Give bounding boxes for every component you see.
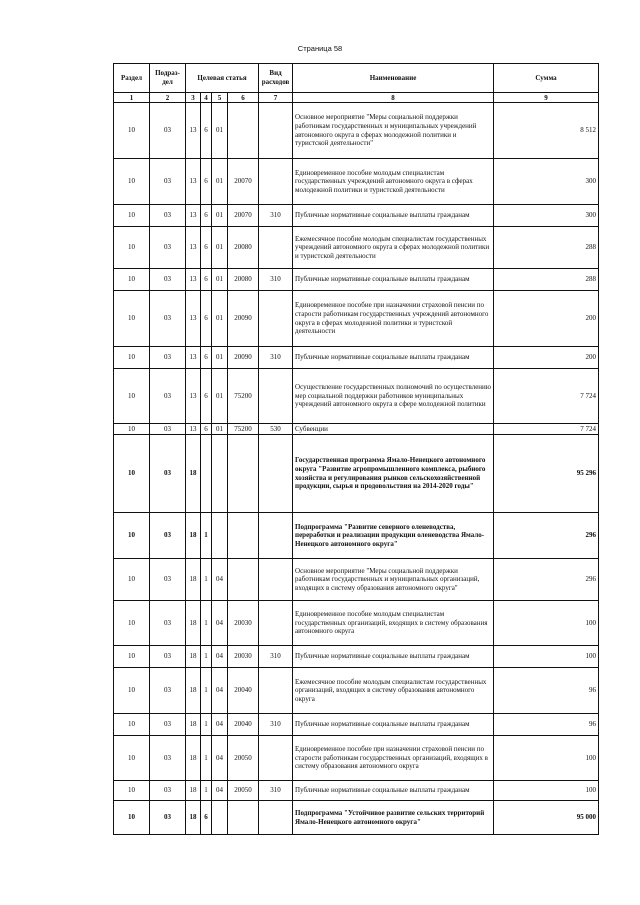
- cell-celevaya-2: 6: [201, 291, 212, 347]
- cell-celevaya-4: [228, 103, 259, 159]
- cell-naimenovanie: Ежемесячное пособие молодым специалистам государственных учреждений автономного округа в сферах молодежной политики и туристской деятельности: [293, 227, 494, 269]
- header-row: [114, 64, 599, 93]
- cell-summa: 96: [494, 714, 599, 736]
- cell-naimenovanie: Публичные нормативные социальные выплаты гражданам: [293, 269, 494, 291]
- cell-naimenovanie: Публичные нормативные социальные выплаты гражданам: [293, 205, 494, 227]
- cell-celevaya-4: 20030: [228, 646, 259, 668]
- cell-naimenovanie: Основное мероприятие "Меры социальной поддержки работникам государственных и муниципальных учреждений автономного округа в сферах молодежной политики и туристской деятельности": [293, 103, 494, 159]
- cell-podrazdel: 03: [150, 269, 186, 291]
- cell-summa: 8 512: [494, 103, 599, 159]
- table-row: [114, 646, 599, 668]
- cell-celevaya-3: 04: [212, 714, 228, 736]
- cell-podrazdel: 03: [150, 559, 186, 601]
- cell-vid-rashodov: [259, 559, 293, 601]
- cell-celevaya-1: 18: [186, 435, 201, 513]
- table-row: [114, 668, 599, 714]
- cell-summa: 95 296: [494, 435, 599, 513]
- cell-celevaya-4: 20080: [228, 269, 259, 291]
- cell-summa: 7 724: [494, 424, 599, 435]
- cell-celevaya-4: [228, 435, 259, 513]
- cell-podrazdel: 03: [150, 159, 186, 205]
- header-vid-rashodov: Вид расходов: [259, 64, 293, 93]
- cell-celevaya-3: 01: [212, 103, 228, 159]
- cell-vid-rashodov: 530: [259, 424, 293, 435]
- cell-celevaya-4: 20090: [228, 347, 259, 369]
- table-row: [114, 205, 599, 227]
- cell-celevaya-3: 01: [212, 424, 228, 435]
- table-row: [114, 424, 599, 435]
- cell-vid-rashodov: [259, 801, 293, 835]
- cell-naimenovanie: Государственная программа Ямало-Ненецкого автономного округа "Развитие агропромышленного комплекса, рыбного хозяйства и регулирования рынков сельскохозяйственной продукции, сырья и продовольствия на 2014-2020 годы": [293, 435, 494, 513]
- cell-naimenovanie: Публичные нормативные социальные выплаты гражданам: [293, 714, 494, 736]
- cell-razdel: 10: [114, 424, 150, 435]
- cell-celevaya-4: 20050: [228, 736, 259, 781]
- cell-razdel: 10: [114, 291, 150, 347]
- cell-podrazdel: 03: [150, 668, 186, 714]
- cell-celevaya-3: 04: [212, 601, 228, 646]
- cell-summa: 296: [494, 513, 599, 559]
- cell-razdel: 10: [114, 513, 150, 559]
- cell-summa: 100: [494, 601, 599, 646]
- table-row: [114, 347, 599, 369]
- cell-celevaya-1: 18: [186, 714, 201, 736]
- cell-celevaya-1: 18: [186, 601, 201, 646]
- col-number: 9: [494, 93, 599, 103]
- cell-celevaya-1: 13: [186, 159, 201, 205]
- cell-razdel: 10: [114, 801, 150, 835]
- cell-celevaya-4: 20040: [228, 714, 259, 736]
- cell-celevaya-3: 01: [212, 269, 228, 291]
- cell-naimenovanie: Единовременное пособие при назначении страховой пенсии по старости работникам государственных учреждений автономного округа в сферах молодежной политики и туристской деятельности: [293, 291, 494, 347]
- cell-celevaya-1: 13: [186, 424, 201, 435]
- cell-celevaya-2: 6: [201, 103, 212, 159]
- cell-razdel: 10: [114, 347, 150, 369]
- cell-celevaya-2: 6: [201, 347, 212, 369]
- table-row: [114, 513, 599, 559]
- cell-summa: 300: [494, 205, 599, 227]
- cell-razdel: 10: [114, 601, 150, 646]
- cell-podrazdel: 03: [150, 801, 186, 835]
- cell-naimenovanie: Основное мероприятие "Меры социальной поддержки работникам государственных и муниципальных организаций, входящих в систему образования автономного округа": [293, 559, 494, 601]
- table-row: [114, 291, 599, 347]
- cell-naimenovanie: Субвенции: [293, 424, 494, 435]
- cell-razdel: 10: [114, 227, 150, 269]
- cell-celevaya-2: 1: [201, 513, 212, 559]
- cell-celevaya-1: 18: [186, 801, 201, 835]
- cell-vid-rashodov: 310: [259, 714, 293, 736]
- cell-celevaya-2: 1: [201, 668, 212, 714]
- cell-celevaya-4: [228, 513, 259, 559]
- cell-celevaya-2: 6: [201, 801, 212, 835]
- cell-celevaya-4: 75200: [228, 424, 259, 435]
- cell-celevaya-1: 13: [186, 269, 201, 291]
- cell-naimenovanie: Подпрограмма "Развитие северного оленеводства, переработки и реализации продукции оленеводства Ямало-Ненецкого автономного округа": [293, 513, 494, 559]
- cell-celevaya-2: [201, 435, 212, 513]
- cell-razdel: 10: [114, 668, 150, 714]
- cell-celevaya-4: 20090: [228, 291, 259, 347]
- cell-podrazdel: 03: [150, 347, 186, 369]
- cell-celevaya-3: [212, 801, 228, 835]
- cell-vid-rashodov: 310: [259, 646, 293, 668]
- cell-celevaya-1: 13: [186, 369, 201, 424]
- cell-celevaya-1: 13: [186, 103, 201, 159]
- cell-celevaya-3: 01: [212, 347, 228, 369]
- col-number: 1: [114, 93, 150, 103]
- cell-naimenovanie: Единовременное пособие молодым специалистам государственных учреждений автономного округа в сферах молодежной политики и туристской деятельности: [293, 159, 494, 205]
- cell-celevaya-3: 04: [212, 736, 228, 781]
- cell-celevaya-1: 13: [186, 347, 201, 369]
- cell-celevaya-1: 18: [186, 646, 201, 668]
- cell-vid-rashodov: [259, 103, 293, 159]
- cell-naimenovanie: Публичные нормативные социальные выплаты гражданам: [293, 347, 494, 369]
- cell-razdel: 10: [114, 269, 150, 291]
- cell-celevaya-3: 01: [212, 227, 228, 269]
- cell-vid-rashodov: [259, 369, 293, 424]
- cell-celevaya-1: 13: [186, 205, 201, 227]
- cell-razdel: 10: [114, 646, 150, 668]
- cell-celevaya-3: [212, 435, 228, 513]
- table-row: [114, 269, 599, 291]
- cell-naimenovanie: Подпрограмма "Устойчивое развитие сельских территорий Ямало-Ненецкого автономного округа": [293, 801, 494, 835]
- table-row: [114, 559, 599, 601]
- cell-celevaya-4: 20040: [228, 668, 259, 714]
- table-row: [114, 801, 599, 835]
- cell-razdel: 10: [114, 103, 150, 159]
- cell-vid-rashodov: [259, 159, 293, 205]
- table-row: [114, 714, 599, 736]
- cell-summa: 288: [494, 269, 599, 291]
- cell-celevaya-3: 01: [212, 205, 228, 227]
- cell-celevaya-3: 01: [212, 291, 228, 347]
- cell-vid-rashodov: [259, 736, 293, 781]
- cell-razdel: 10: [114, 714, 150, 736]
- cell-celevaya-2: 6: [201, 159, 212, 205]
- cell-summa: 100: [494, 646, 599, 668]
- cell-summa: 95 000: [494, 801, 599, 835]
- page-number-label: Страница 58: [297, 44, 343, 53]
- cell-summa: 100: [494, 781, 599, 801]
- cell-celevaya-4: 20070: [228, 159, 259, 205]
- cell-podrazdel: 03: [150, 291, 186, 347]
- cell-vid-rashodov: 310: [259, 269, 293, 291]
- cell-razdel: 10: [114, 435, 150, 513]
- cell-celevaya-3: 04: [212, 646, 228, 668]
- cell-summa: 288: [494, 227, 599, 269]
- col-number: 2: [150, 93, 186, 103]
- table-row: [114, 159, 599, 205]
- cell-summa: 7 724: [494, 369, 599, 424]
- cell-podrazdel: 03: [150, 646, 186, 668]
- table-row: [114, 601, 599, 646]
- table-row: [114, 227, 599, 269]
- cell-vid-rashodov: [259, 601, 293, 646]
- cell-summa: 96: [494, 668, 599, 714]
- cell-razdel: 10: [114, 205, 150, 227]
- cell-celevaya-3: [212, 513, 228, 559]
- cell-celevaya-2: 6: [201, 227, 212, 269]
- cell-celevaya-1: 13: [186, 227, 201, 269]
- col-number: 5: [212, 93, 228, 103]
- cell-naimenovanie: Публичные нормативные социальные выплаты гражданам: [293, 646, 494, 668]
- cell-razdel: 10: [114, 369, 150, 424]
- cell-celevaya-1: 18: [186, 668, 201, 714]
- cell-naimenovanie: Единовременное пособие при назначении страховой пенсии по старости работникам государственных организаций, входящих в систему образования автономного округа: [293, 736, 494, 781]
- cell-celevaya-2: 1: [201, 714, 212, 736]
- table-row: [114, 369, 599, 424]
- cell-naimenovanie: Публичные нормативные социальные выплаты гражданам: [293, 781, 494, 801]
- cell-celevaya-4: [228, 559, 259, 601]
- cell-celevaya-1: 18: [186, 559, 201, 601]
- cell-celevaya-4: 20070: [228, 205, 259, 227]
- header-razdel: Раздел: [114, 64, 150, 93]
- cell-podrazdel: 03: [150, 369, 186, 424]
- cell-summa: 300: [494, 159, 599, 205]
- cell-celevaya-4: [228, 801, 259, 835]
- cell-podrazdel: 03: [150, 205, 186, 227]
- budget-table: [113, 63, 599, 835]
- cell-celevaya-1: 13: [186, 291, 201, 347]
- table-row: [114, 435, 599, 513]
- cell-vid-rashodov: 310: [259, 347, 293, 369]
- cell-razdel: 10: [114, 781, 150, 801]
- cell-celevaya-2: 1: [201, 781, 212, 801]
- cell-vid-rashodov: 310: [259, 781, 293, 801]
- cell-celevaya-2: 6: [201, 269, 212, 291]
- table-row: [114, 103, 599, 159]
- cell-celevaya-3: 04: [212, 559, 228, 601]
- cell-razdel: 10: [114, 736, 150, 781]
- column-number-row: [114, 93, 599, 103]
- cell-podrazdel: 03: [150, 424, 186, 435]
- cell-vid-rashodov: [259, 227, 293, 269]
- cell-summa: 200: [494, 347, 599, 369]
- cell-summa: 200: [494, 291, 599, 347]
- col-number: 4: [201, 93, 212, 103]
- cell-celevaya-3: 04: [212, 668, 228, 714]
- cell-celevaya-3: 04: [212, 781, 228, 801]
- cell-celevaya-2: 1: [201, 736, 212, 781]
- table-row: [114, 736, 599, 781]
- cell-razdel: 10: [114, 159, 150, 205]
- cell-celevaya-2: 1: [201, 601, 212, 646]
- cell-vid-rashodov: [259, 668, 293, 714]
- col-number: 6: [228, 93, 259, 103]
- header-summa: Сумма: [494, 64, 599, 93]
- cell-summa: 296: [494, 559, 599, 601]
- cell-celevaya-3: 01: [212, 369, 228, 424]
- cell-podrazdel: 03: [150, 781, 186, 801]
- cell-naimenovanie: Ежемесячное пособие молодым специалистам государственных организаций, входящих в систему образования автономного округа: [293, 668, 494, 714]
- cell-celevaya-4: 20050: [228, 781, 259, 801]
- cell-celevaya-3: 01: [212, 159, 228, 205]
- cell-celevaya-1: 18: [186, 513, 201, 559]
- cell-vid-rashodov: 310: [259, 205, 293, 227]
- table-row: [114, 781, 599, 801]
- cell-podrazdel: 03: [150, 714, 186, 736]
- cell-vid-rashodov: [259, 513, 293, 559]
- cell-podrazdel: 03: [150, 601, 186, 646]
- cell-vid-rashodov: [259, 435, 293, 513]
- cell-celevaya-1: 18: [186, 736, 201, 781]
- header-celevaya-statya: Целевая статья: [186, 64, 259, 93]
- cell-razdel: 10: [114, 559, 150, 601]
- cell-vid-rashodov: [259, 291, 293, 347]
- cell-podrazdel: 03: [150, 227, 186, 269]
- cell-celevaya-1: 18: [186, 781, 201, 801]
- cell-podrazdel: 03: [150, 435, 186, 513]
- header-naimenovanie: Наименование: [293, 64, 494, 93]
- cell-celevaya-2: 1: [201, 646, 212, 668]
- cell-summa: 100: [494, 736, 599, 781]
- col-number: 7: [259, 93, 293, 103]
- cell-celevaya-4: 20030: [228, 601, 259, 646]
- cell-celevaya-2: 6: [201, 369, 212, 424]
- cell-podrazdel: 03: [150, 513, 186, 559]
- cell-podrazdel: 03: [150, 103, 186, 159]
- cell-naimenovanie: Единовременное пособие молодым специалистам государственных организаций, входящих в систему образования автономного округа: [293, 601, 494, 646]
- cell-celevaya-4: 20080: [228, 227, 259, 269]
- cell-celevaya-2: 1: [201, 559, 212, 601]
- cell-podrazdel: 03: [150, 736, 186, 781]
- cell-naimenovanie: Осуществление государственных полномочий по осуществлению мер социальной поддержки работников муниципальных учреждений автономного округа в сфере молодежной политики: [293, 369, 494, 424]
- col-number: 8: [293, 93, 494, 103]
- cell-celevaya-2: 6: [201, 205, 212, 227]
- col-number: 3: [186, 93, 201, 103]
- cell-celevaya-4: 75200: [228, 369, 259, 424]
- cell-celevaya-2: 6: [201, 424, 212, 435]
- header-podrazdel: Подраз- дел: [150, 64, 186, 93]
- table-body: [114, 103, 599, 835]
